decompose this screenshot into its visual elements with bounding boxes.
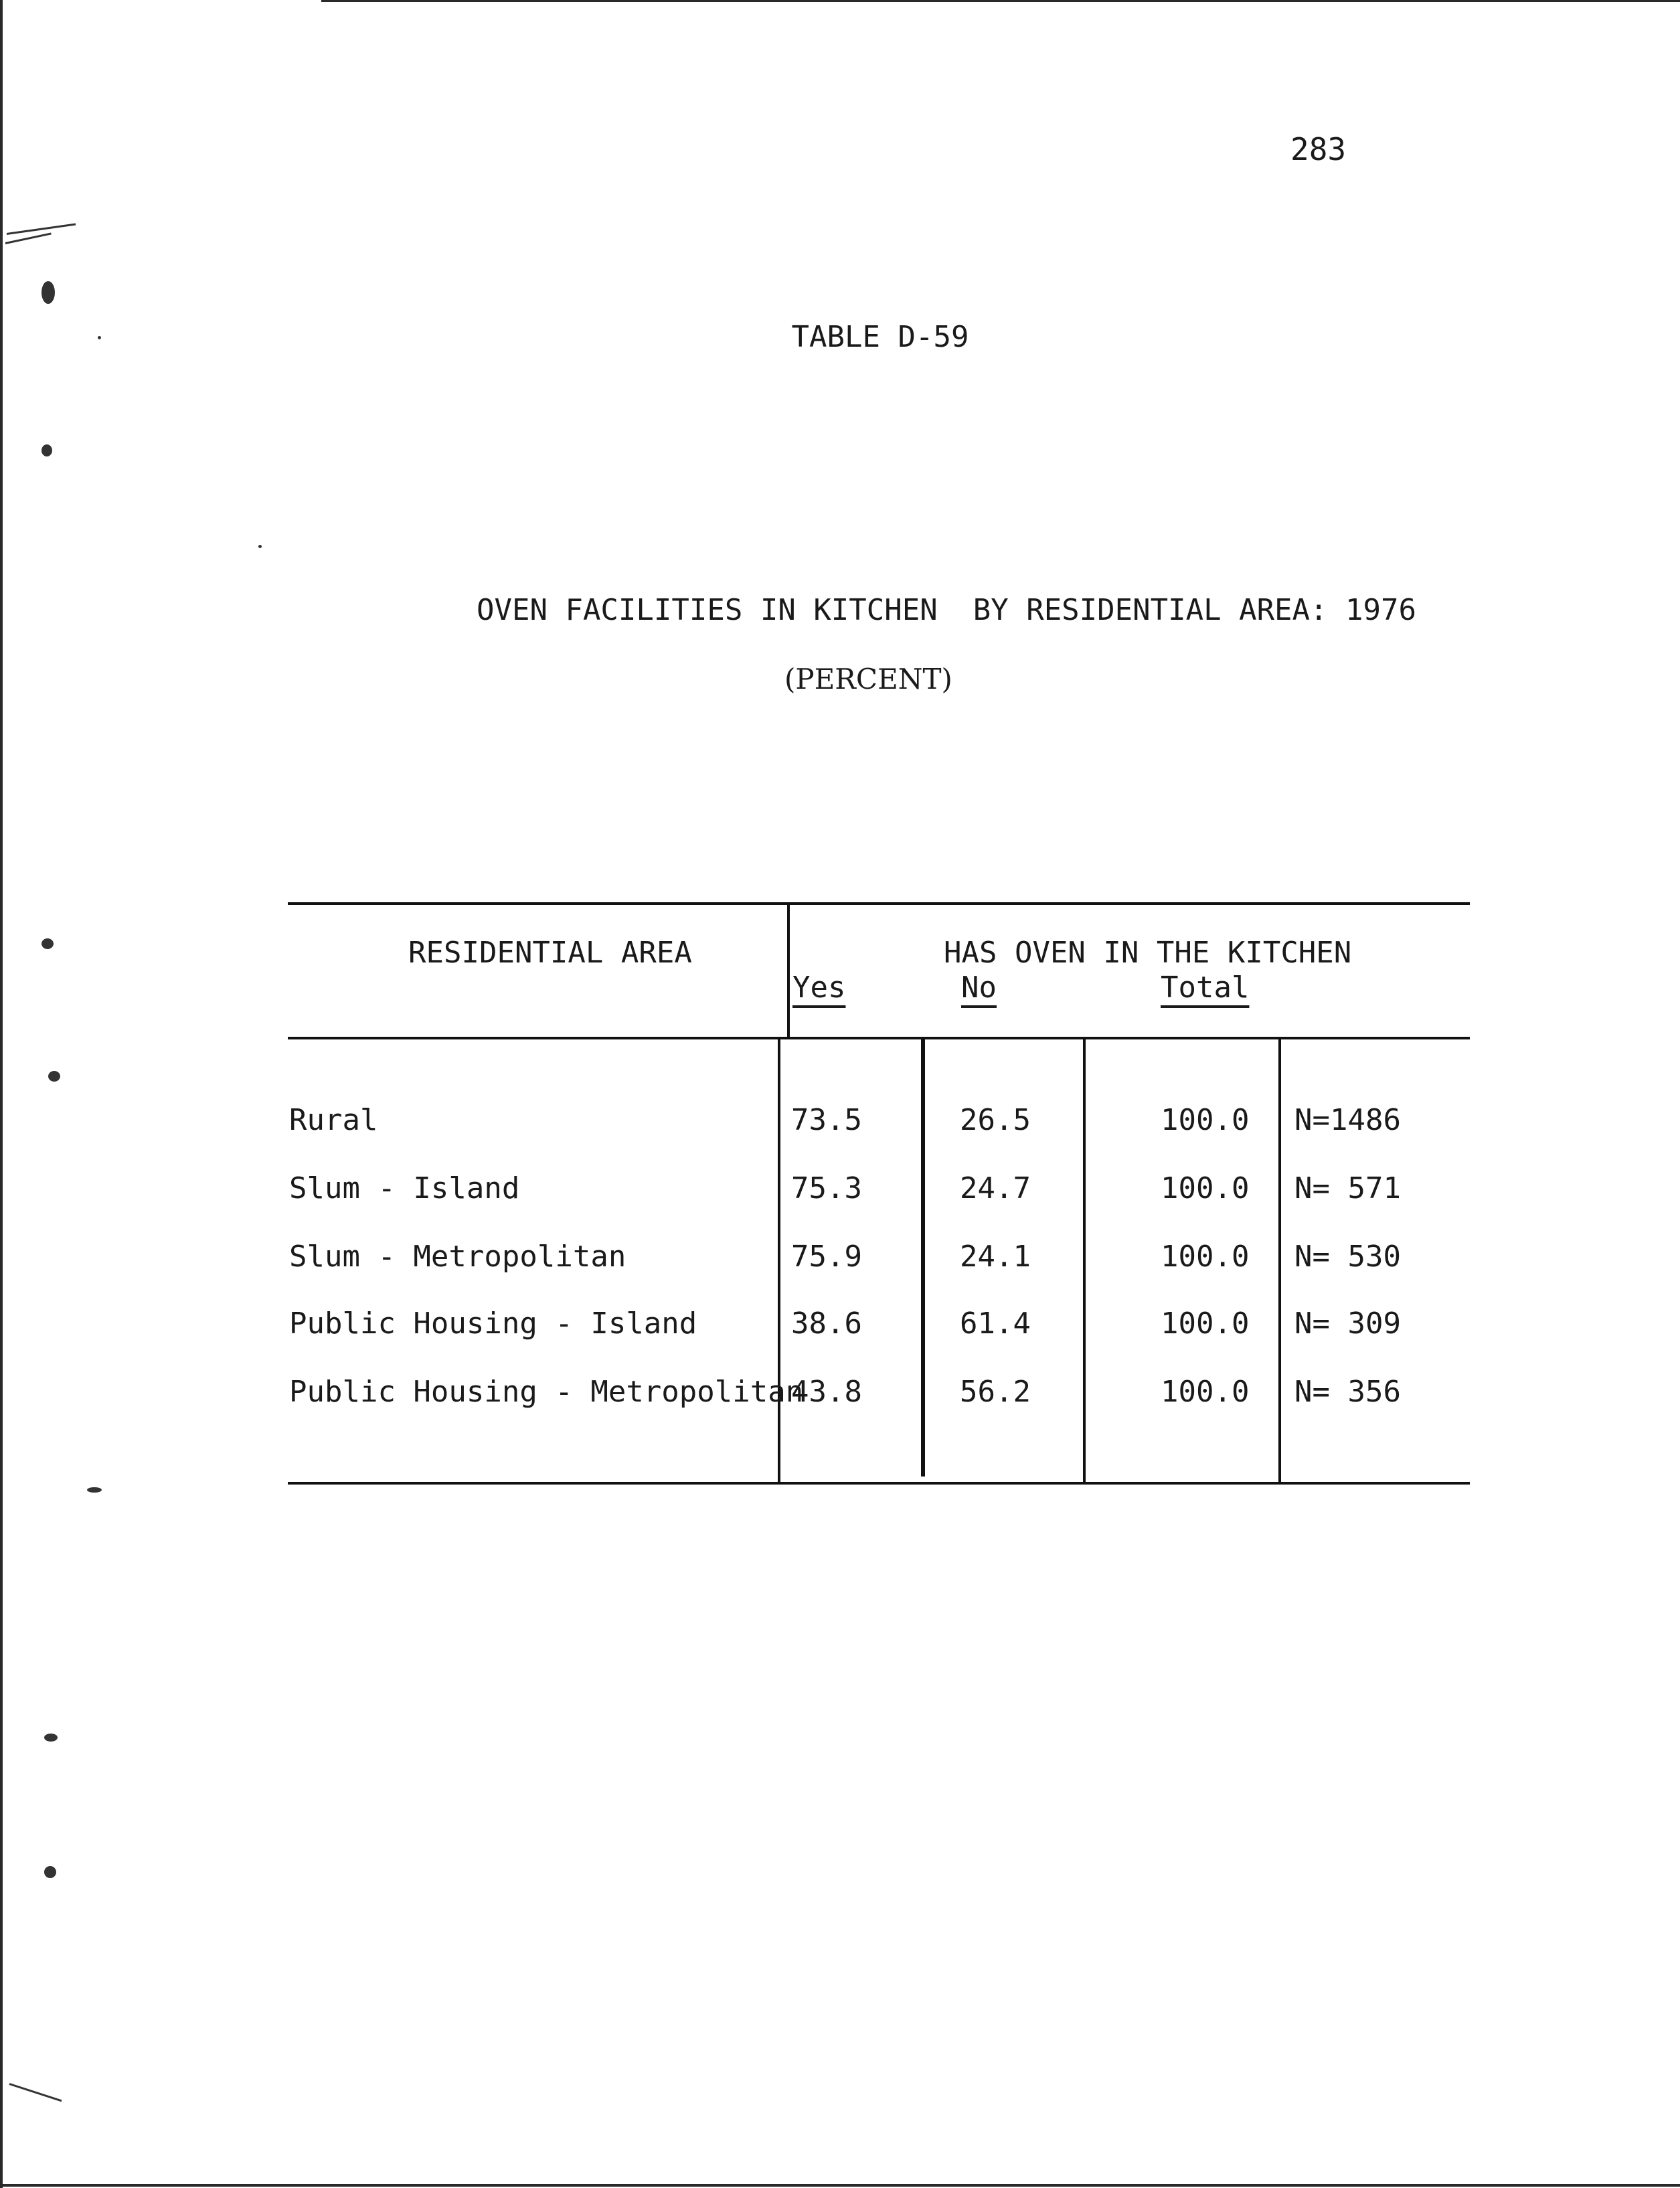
page-number: 283 bbox=[1290, 131, 1347, 167]
header-no: No bbox=[961, 971, 997, 1005]
cell-yes: 73.5 bbox=[791, 1103, 862, 1137]
scan-mark bbox=[7, 224, 76, 235]
cell-total: 100.0 bbox=[1161, 1307, 1250, 1341]
cell-n: N= 571 bbox=[1294, 1171, 1401, 1205]
table-title: OVEN FACILITIES IN KITCHEN BY RESIDENTIAL AREA: 1976 bbox=[477, 593, 1416, 627]
cell-total: 100.0 bbox=[1161, 1240, 1250, 1274]
scan-mark bbox=[44, 1866, 56, 1878]
scan-mark bbox=[48, 1071, 60, 1082]
cell-no: 24.1 bbox=[960, 1240, 1031, 1274]
header-total: Total bbox=[1161, 971, 1250, 1005]
column-divider bbox=[921, 1039, 925, 1477]
cell-no: 56.2 bbox=[960, 1375, 1031, 1409]
table-id: TABLE D-59 bbox=[791, 320, 969, 354]
table-subtitle: (PERCENT) bbox=[784, 663, 952, 695]
cell-total: 100.0 bbox=[1161, 1103, 1250, 1137]
table-header-rule bbox=[288, 1037, 1470, 1039]
cell-yes: 75.9 bbox=[791, 1240, 862, 1274]
cell-total: 100.0 bbox=[1161, 1171, 1250, 1205]
column-divider bbox=[1278, 1039, 1281, 1483]
row-area-label: Public Housing - Metropolitan bbox=[289, 1375, 804, 1409]
page-edge-top bbox=[321, 0, 1680, 2]
header-divider bbox=[787, 902, 790, 1037]
scan-mark bbox=[87, 1487, 102, 1493]
scan-mark bbox=[44, 1734, 58, 1742]
scan-mark bbox=[9, 2083, 62, 2102]
header-has-oven: HAS OVEN IN THE KITCHEN bbox=[944, 936, 1352, 970]
row-area-label: Slum - Island bbox=[289, 1171, 520, 1205]
scan-mark bbox=[5, 232, 52, 244]
row-area-label: Slum - Metropolitan bbox=[289, 1240, 626, 1274]
header-residential-area: RESIDENTIAL AREA bbox=[408, 936, 692, 970]
row-area-label: Public Housing - Island bbox=[289, 1307, 697, 1341]
table-top-rule bbox=[288, 902, 1470, 905]
table-bottom-rule bbox=[288, 1482, 1470, 1485]
cell-no: 61.4 bbox=[960, 1307, 1031, 1341]
scan-mark bbox=[41, 938, 54, 949]
cell-total: 100.0 bbox=[1161, 1375, 1250, 1409]
cell-n: N= 530 bbox=[1294, 1240, 1401, 1274]
cell-n: N=1486 bbox=[1294, 1103, 1401, 1137]
header-yes: Yes bbox=[792, 971, 846, 1005]
column-divider bbox=[1083, 1039, 1086, 1483]
cell-yes: 43.8 bbox=[791, 1375, 862, 1409]
cell-n: N= 309 bbox=[1294, 1307, 1401, 1341]
scan-mark bbox=[258, 545, 262, 548]
cell-no: 26.5 bbox=[960, 1103, 1031, 1137]
column-divider bbox=[778, 1039, 780, 1483]
scan-mark bbox=[41, 444, 52, 456]
cell-yes: 75.3 bbox=[791, 1171, 862, 1205]
cell-n: N= 356 bbox=[1294, 1375, 1401, 1409]
cell-yes: 38.6 bbox=[791, 1307, 862, 1341]
scan-mark bbox=[41, 281, 55, 304]
cell-no: 24.7 bbox=[960, 1171, 1031, 1205]
page-edge-bottom bbox=[0, 2184, 1680, 2187]
row-area-label: Rural bbox=[289, 1103, 378, 1137]
